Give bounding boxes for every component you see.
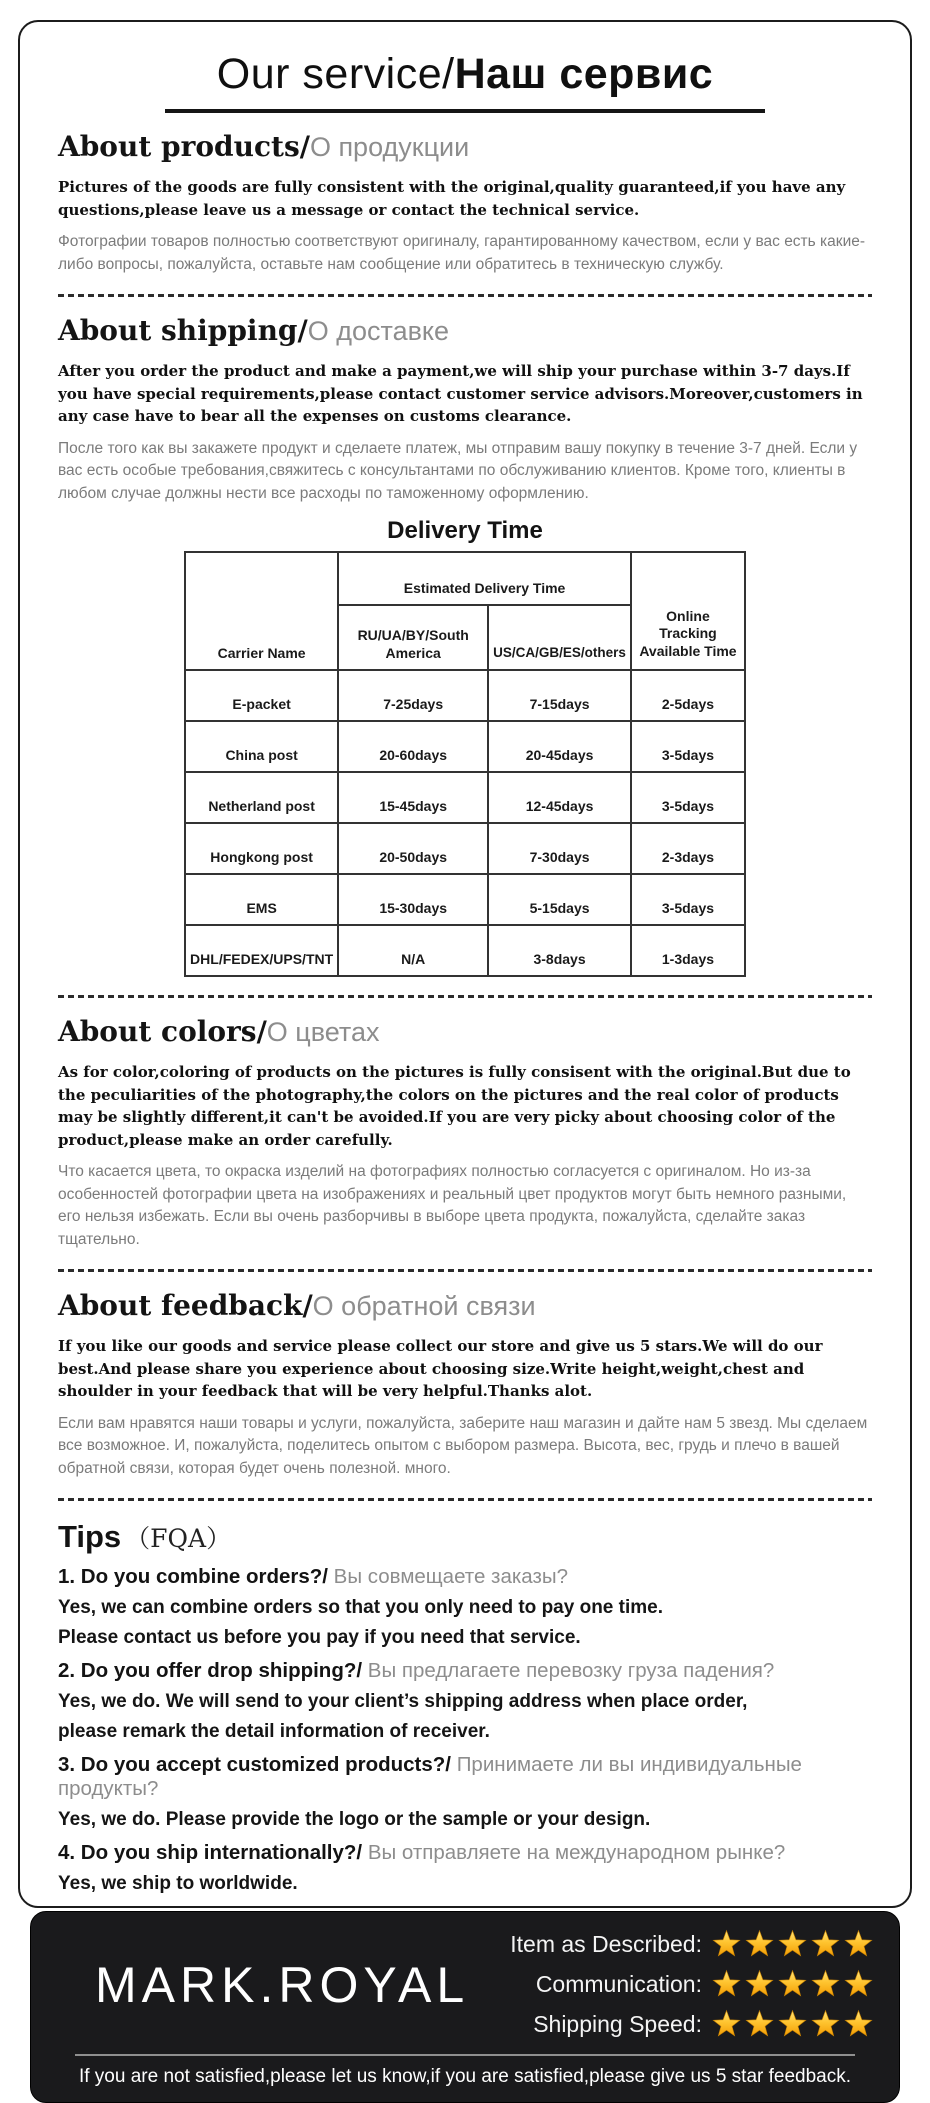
question-en: 4. Do you ship internationally?/ xyxy=(58,1841,363,1865)
page-title-en: Our service/ xyxy=(216,50,455,98)
question-ru: Принимаете ли вы индивидуальные продукты? xyxy=(58,1753,802,1801)
table-row xyxy=(185,925,745,976)
section-heading-en: About feedback/ xyxy=(58,1289,313,1323)
brand-logo: MARK.ROYAL xyxy=(95,1956,470,2013)
table-row xyxy=(185,670,745,721)
star-icon xyxy=(844,1970,873,1999)
cell-region1: 7-25days xyxy=(338,670,488,721)
star-icon xyxy=(811,1970,840,1999)
tips-heading xyxy=(58,1519,872,1555)
tips-answer: Yes, we can combine orders so that you only need to pay one time. xyxy=(58,1597,663,1619)
cell-region2: 7-30days xyxy=(488,823,631,874)
star-icon xyxy=(844,1930,873,1959)
cell-tracking: 3-5days xyxy=(631,721,745,772)
products-text-en: Pictures of the goods are fully consistent with the original,quality guaranteed,if you have any questions,please leave us a message or contact the technical service. xyxy=(58,178,846,219)
cell-carrier: EMS xyxy=(185,874,338,925)
cell-region1: 15-45days xyxy=(338,772,488,823)
section-heading-ru: О цветах xyxy=(266,1017,380,1048)
star-icon xyxy=(778,2010,807,2039)
cell-region2: 3-8days xyxy=(488,925,631,976)
rating-row xyxy=(510,1970,873,1999)
rating-row xyxy=(510,1930,873,1959)
table-row xyxy=(185,772,745,823)
star-icon xyxy=(712,2010,741,2039)
cell-region1: N/A xyxy=(338,925,488,976)
title-underline xyxy=(165,109,765,113)
tips-answer: Yes, we ship to worldwide. xyxy=(58,1873,298,1895)
shipping-text-en: After you order the product and make a payment,we will ship your purchase within 3-7 days.If you have special requirements,please contact customer service advisors.Moreover,customers in any case have to bear all the expenses on customs clearance. xyxy=(58,362,863,426)
star-icon xyxy=(712,1970,741,1999)
section-about-feedback xyxy=(58,1290,872,1480)
section-heading-ru: О продукции xyxy=(309,132,470,162)
tips-heading-suffix: （FQA） xyxy=(125,1524,232,1554)
star-icon xyxy=(778,1970,807,1999)
section-heading-en: About colors/ xyxy=(58,1015,267,1049)
question-en: 2. Do you offer drop shipping?/ xyxy=(58,1659,363,1683)
star-icon xyxy=(778,1930,807,1959)
cell-region2: 12-45days xyxy=(488,772,631,823)
question-en: 1. Do you combine orders?/ xyxy=(58,1565,328,1589)
section-heading-ru: О обратной связи xyxy=(312,1291,536,1322)
shipping-text-ru: После того как вы закажете продукт и сделаете платеж, мы отправим вашу покупку в течение 3-7 дней. Если у вас есть особые требования,свяжитесь с консультантами по обслуживанию клиентов. Кроме того, клиенты в любом случае должны нести все расходы по таможенному оформлению. xyxy=(58,439,858,502)
rating-label: Shipping Speed: xyxy=(533,2011,702,2038)
cell-region1: 20-60days xyxy=(338,721,488,772)
question-ru: Вы совмещаете заказы? xyxy=(333,1565,568,1589)
table-row xyxy=(185,874,745,925)
dashed-separator xyxy=(58,294,872,297)
feedback-text-en: If you like our goods and service please collect our store and give us 5 stars.We will do our best.And please share you experience about choosing size.Write height,weight,chest and shoulder in your feedback that will be very helpful.Thanks alot. xyxy=(58,1337,823,1401)
star-icon xyxy=(811,1930,840,1959)
section-heading xyxy=(58,1016,872,1048)
cell-region1: 20-50days xyxy=(338,823,488,874)
cell-region2: 5-15days xyxy=(488,874,631,925)
tips-question xyxy=(58,1659,872,1683)
section-heading xyxy=(58,1290,872,1322)
question-ru: Вы отправляете на международном рынке? xyxy=(367,1841,786,1865)
table-row xyxy=(185,823,745,874)
tips-question xyxy=(58,1753,872,1801)
star-rating xyxy=(712,2010,873,2039)
col-header-carrier: Carrier Name xyxy=(185,552,338,670)
section-heading xyxy=(58,131,872,163)
question-en: 3. Do you accept customized products?/ xyxy=(58,1753,451,1777)
colors-text-en: As for color,coloring of products on the pictures is fully consisent with the original.But due to the peculiarities of the photography,the colors on the pictures and the real color of products may be slightly different,it can't be avoided.If you are very picky about choosing color of the product,please make an order carefully. xyxy=(58,1063,851,1149)
feedback-text-ru: Если вам нравятся наши товары и услуги, пожалуйста, заберите наш магазин и дайте нам 5 звезд. Мы сделаем все возможное. И, пожалуйста, поделитесь опытом с выбором размера. Высота, вес, грудь и плечо в вашей обратной связи, которая будет очень полезной. много. xyxy=(58,1414,868,1477)
products-text-ru: Фотографии товаров полностью соответствуют оригиналу, гарантированному качеством, если у вас есть какие-либо вопросы, пожалуйста, оставьте нам сообщение или обратитесь в техническую службу. xyxy=(58,233,866,273)
star-icon xyxy=(712,1930,741,1959)
col-header-tracking: Online Tracking Available Time xyxy=(631,552,745,670)
ratings-block xyxy=(510,1930,873,2039)
table-header-row xyxy=(185,552,745,605)
cell-carrier: Hongkong post xyxy=(185,823,338,874)
col-header-region1: RU/UA/BY/South America xyxy=(338,605,488,670)
star-icon xyxy=(745,1930,774,1959)
cell-carrier: China post xyxy=(185,721,338,772)
dashed-separator xyxy=(58,1269,872,1272)
cell-region2: 7-15days xyxy=(488,670,631,721)
cell-carrier: DHL/FEDEX/UPS/TNT xyxy=(185,925,338,976)
section-about-colors xyxy=(58,1016,872,1251)
tips-question xyxy=(58,1841,872,1865)
cell-carrier: Netherland post xyxy=(185,772,338,823)
page-frame xyxy=(18,20,912,2088)
section-about-products xyxy=(58,131,872,276)
delivery-table xyxy=(184,551,746,977)
tips-answer: Please contact us before you pay if you need that service. xyxy=(58,1627,581,1649)
delivery-table-caption: Delivery Time xyxy=(387,517,543,545)
cell-region2: 20-45days xyxy=(488,721,631,772)
section-tips xyxy=(58,1519,872,1895)
tips-answer: Yes, we do. We will send to your client’s shipping address when place order, xyxy=(58,1691,748,1713)
section-heading-en: About shipping/ xyxy=(58,314,308,348)
cell-tracking: 3-5days xyxy=(631,772,745,823)
section-heading xyxy=(58,315,872,347)
cell-carrier: E-packet xyxy=(185,670,338,721)
cell-tracking: 2-3days xyxy=(631,823,745,874)
dashed-separator xyxy=(58,1498,872,1501)
page-title-ru: Наш сервис xyxy=(454,50,714,98)
star-rating xyxy=(712,1930,873,1959)
rating-label: Communication: xyxy=(535,1971,702,1998)
cell-region1: 15-30days xyxy=(338,874,488,925)
cell-tracking: 1-3days xyxy=(631,925,745,976)
tips-answer: Yes, we do. Please provide the logo or the sample or your design. xyxy=(58,1809,651,1831)
tips-heading-text: Tips xyxy=(58,1519,122,1555)
star-icon xyxy=(745,1970,774,1999)
rating-label: Item as Described: xyxy=(510,1931,702,1958)
section-about-shipping xyxy=(58,315,872,977)
cell-tracking: 2-5days xyxy=(631,670,745,721)
cell-tracking: 3-5days xyxy=(631,874,745,925)
page-title xyxy=(58,50,872,99)
rating-row xyxy=(510,2010,873,2039)
footer-note: If you are not satisfied,please let us know,if you are satisfied,please give us 5 star feedback. xyxy=(78,2066,852,2088)
star-icon xyxy=(745,2010,774,2039)
col-header-region2: US/CA/GB/ES/others xyxy=(488,605,631,670)
footer-top xyxy=(57,1930,873,2039)
section-heading-en: About products/ xyxy=(58,130,310,163)
section-heading-ru: О доставке xyxy=(307,316,450,347)
colors-text-ru: Что касается цвета, то окраска изделий на фотографиях полностью согласуется с оригиналом. Но из-за особенностей фотографии цвета на изображениях и реальный цвет продуктов могут быть немного разными, его нельзя избежать. Если вы очень разборчивы в выборе цвета продукта, пожалуйста, сделайте заказ тщательно. xyxy=(58,1163,847,1248)
footer-banner xyxy=(30,1911,900,2103)
star-rating xyxy=(712,1970,873,1999)
star-icon xyxy=(811,2010,840,2039)
col-header-estimated: Estimated Delivery Time xyxy=(338,552,631,605)
star-icon xyxy=(844,2010,873,2039)
tips-question xyxy=(58,1565,872,1589)
tips-answer: please remark the detail information of receiver. xyxy=(58,1721,490,1743)
question-ru: Вы предлагаете перевозку груза падения? xyxy=(367,1659,775,1683)
footer-divider xyxy=(75,2054,855,2056)
dashed-separator xyxy=(58,995,872,998)
table-row xyxy=(185,721,745,772)
